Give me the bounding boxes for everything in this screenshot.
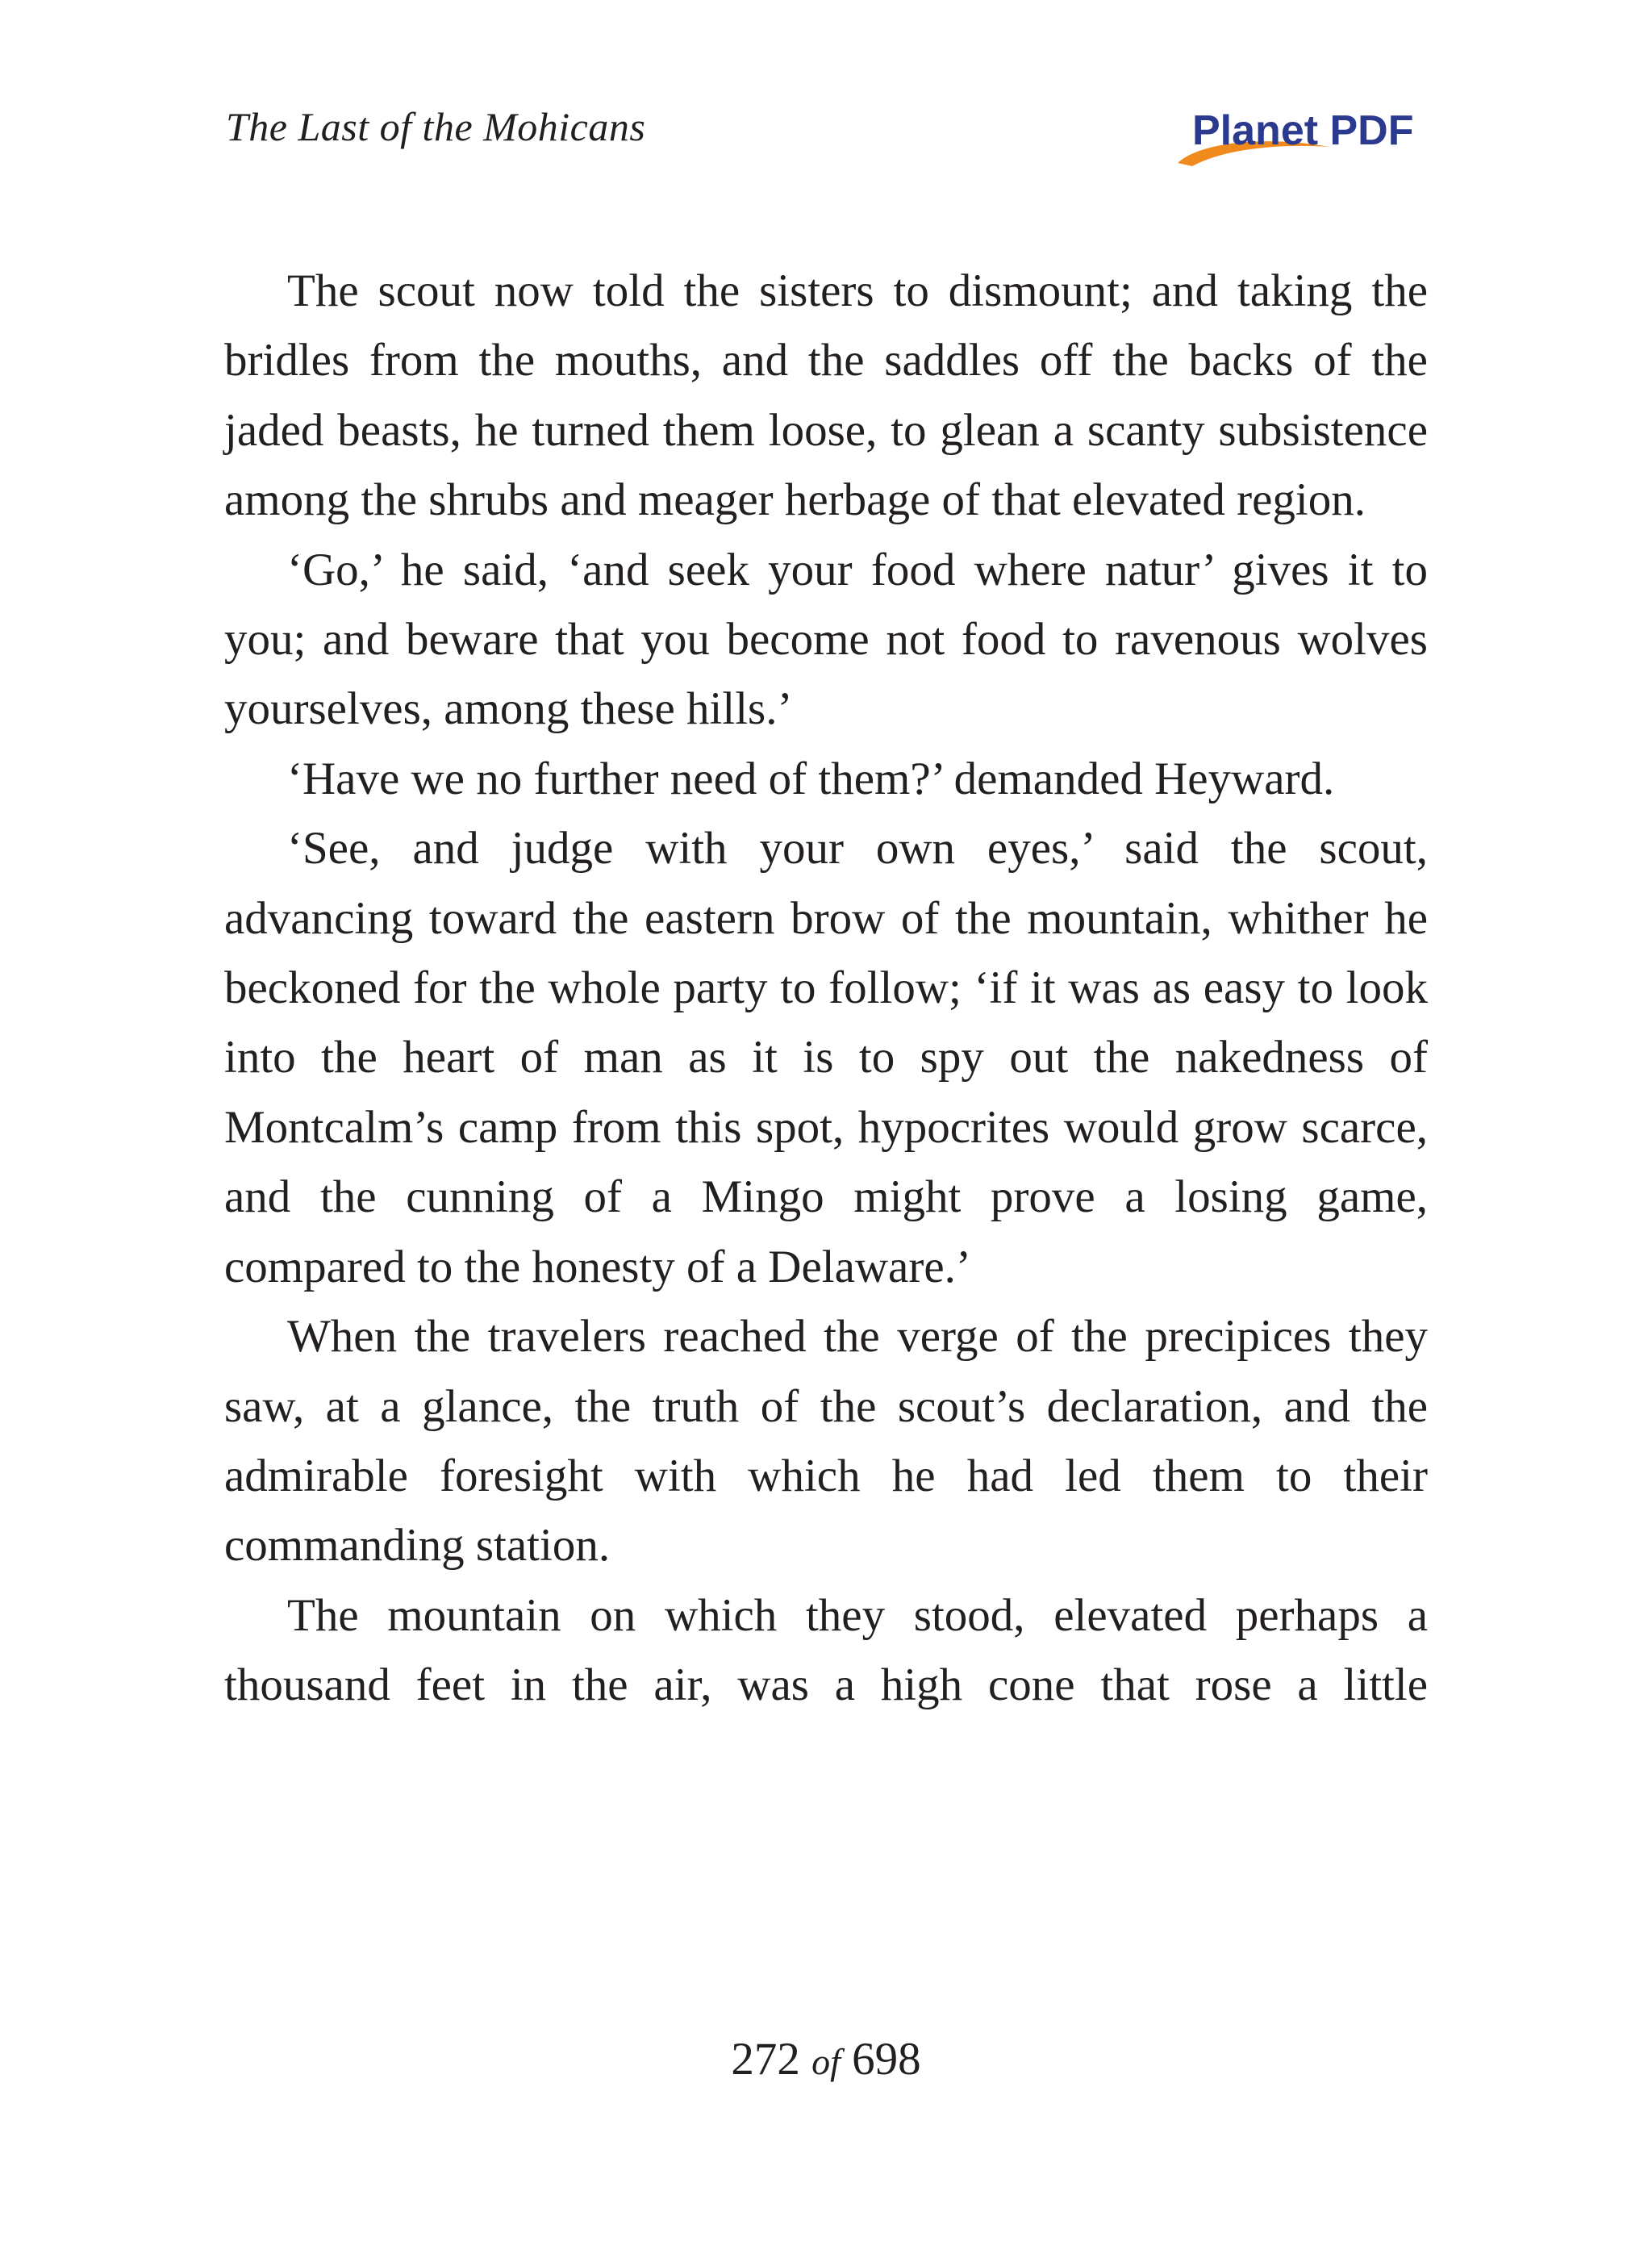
logo-text: Planet PDF — [1192, 107, 1414, 154]
paragraph: When the travelers reached the verge of the precipices they saw, at a glance, the truth of the scout’s declaration, and the admirable foresight with which he had led them to their commanding station. — [224, 1311, 1428, 1572]
paragraph: ‘Have we no further need of them?’ demanded Heyward. — [287, 753, 1335, 804]
planet-pdf-logo — [1168, 100, 1426, 173]
page-of-label: of — [811, 2041, 841, 2082]
current-page: 272 — [731, 2034, 800, 2085]
running-title: The Last of the Mohicans — [226, 104, 646, 149]
paragraph: The scout now told the sisters to dismount; and taking the bridles from the mouths, and the saddles off the backs of the jaded beasts, he turned them loose, to glean a scanty subsistence among the shrubs and meager herbage of that elevated region. — [224, 265, 1428, 526]
paragraph: ‘Go,’ he said, ‘and seek your food where natur’ gives it to you; and beware that you become not food to ravenous wolves yourselves, among these hills.’ — [224, 544, 1428, 735]
body-text — [224, 257, 1428, 1721]
page-number — [0, 2033, 1652, 2085]
paragraph: The mountain on which they stood, elevated perhaps a thousand feet in the air, was a high cone that rose a little — [224, 1589, 1428, 1711]
total-pages: 698 — [852, 2034, 921, 2085]
paragraph: ‘See, and judge with your own eyes,’ said the scout, advancing toward the eastern brow of the mountain, whither he beckoned for the whole party to follow; ‘if it was as easy to look into the heart of man as it is to spy out the nakedness of Montcalm’s camp from this spot, hypocrites would grow scarce, and the cunning of a Mingo might prove a losing game, compared to the honesty of a Delaware.’ — [224, 823, 1428, 1292]
